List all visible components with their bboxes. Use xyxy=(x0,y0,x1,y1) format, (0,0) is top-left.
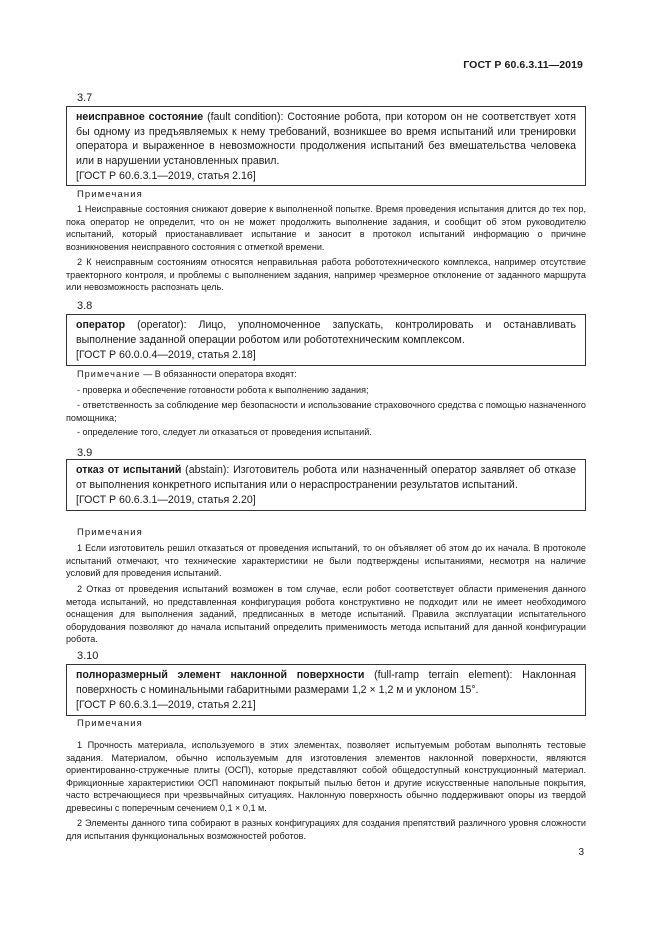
notes-title: Примечания xyxy=(77,527,143,538)
page-number: 3 xyxy=(578,847,584,858)
note-line xyxy=(77,369,297,379)
note-text: — В обязанности оператора входят: xyxy=(140,369,297,379)
term-definition: (fault condition): Состояние робота, при котором он не соответствует хотя бы одному из предъявляемых к нему требований, возникшее во время испытаний или тренировки оператора и выраженное в невозможности продолжения испытаний без вмешательства человека или в нарушении установленных правил. xyxy=(76,111,576,167)
section-number: 3.7 xyxy=(77,92,93,104)
list-item: - определение того, следует ли отказаться от проведения испытаний. xyxy=(77,427,372,437)
term: отказ от испытаний xyxy=(76,464,182,476)
note-item: 2 К неисправным состояниям относятся неправильная работа робототехнического комплекса, например отсутствие траекторного контроля, и проблемы с выполнением задания, например чрезмерное отклонение от заданного маршрута или невозможность распознать цель. xyxy=(66,257,586,293)
source-reference: [ГОСТ Р 60.0.0.4—2019, статья 2.18] xyxy=(76,349,256,362)
list-item: - ответственность за соблюдение мер безопасности и использование страховочного средства с помощью назначенного помощника; xyxy=(66,400,586,423)
section-number: 3.8 xyxy=(77,300,93,312)
term-definition-box xyxy=(66,314,586,366)
term-definition: (abstain): Изготовитель робота или назначенный оператор заявляет об отказе от выполнения конкретного испытания или о нераспространении результатов испытаний. xyxy=(76,464,576,491)
term-definition-box xyxy=(66,459,586,511)
note-item: 2 Элементы данного типа собирают в разных конфигурациях для создания препятствий различного уровня сложности для испытания функциональных возможностей роботов. xyxy=(66,818,586,841)
source-reference: [ГОСТ Р 60.6.3.1—2019, статья 2.20] xyxy=(76,494,256,507)
source-reference: [ГОСТ Р 60.6.3.1—2019, статья 2.21] xyxy=(76,699,256,712)
note-item: 2 Отказ от проведения испытаний возможен в том случае, если робот соответствует области применения данного метода испытаний, но представленная конфигурация робота конструктивно не подходит или не имеет необходимого оснащения для выполнения заданий, предписанных в методе испытаний. Правила эксплуатации испытательного оборудования позволяют до начала испытаний определить применимость метода испытаний для данной конфигурации робота. xyxy=(66,584,586,645)
section-number: 3.9 xyxy=(77,447,93,459)
term: оператор xyxy=(76,319,126,331)
section-number: 3.10 xyxy=(77,650,99,662)
note-item: 1 Прочность материала, используемого в этих элементах, позволяет испытуемым роботам выполнять тестовые задания. Материалом, обычно используемым для изготовления элементов наклонной поверхности, являются ориентированно-стружечные плиты (ОСП), которые представляют собой общедоступный конструкционный материал. Фрикционные характеристики ОСП напоминают покрытый пылью бетон и другие искусственные напольные покрытия, часто встречающиеся при чрезвычайных ситуациях. Наклонную поверхность обычно поддерживают опоры из твердой древесины с поперечным сечением 0,1 × 0,1 м. xyxy=(66,740,586,813)
term-definition-box xyxy=(66,106,586,186)
term-definition: (operator): Лицо, уполномоченное запускать, контролировать и останавливать выполнение заданной операции роботом или робототехническим комплексом. xyxy=(76,319,576,346)
term-definition: (full-ramp terrain element): Наклонная поверхность с номинальными габаритными размерами 1,2 × 1,2 м и уклоном 15°. xyxy=(76,669,576,696)
source-reference: [ГОСТ Р 60.6.3.1—2019, статья 2.16] xyxy=(76,170,256,183)
term: полноразмерный элемент наклонной поверхности xyxy=(76,669,365,681)
note-label: Примечание xyxy=(77,369,141,379)
note-item: 1 Неисправные состояния снижают доверие к выполненной попытке. Время проведения испытания длится до тех пор, пока оператор не определит, что он не может продолжить выполнение задания, и сообщит об этом руководителю испытаний, который приостанавливает испытание и заносит в протокол испытаний информацию о причине возникновения неисправного состояния с отметкой времени. xyxy=(66,204,586,252)
term-definition-box xyxy=(66,664,586,716)
notes-title: Примечания xyxy=(77,189,143,200)
notes-title: Примечания xyxy=(77,718,143,729)
document-header: ГОСТ Р 60.6.3.11—2019 xyxy=(463,59,583,71)
list-item: - проверка и обеспечение готовности робота к выполнению задания; xyxy=(77,385,369,395)
term: неисправное состояние xyxy=(76,111,204,123)
note-item: 1 Если изготовитель решил отказаться от проведения испытаний, то он объявляет об этом до их начала. В протоколе испытаний отмечают, что технические характеристики не были подтверждены испытаниями, несмотря на наличие условий для проведения испытаний. xyxy=(66,543,586,579)
